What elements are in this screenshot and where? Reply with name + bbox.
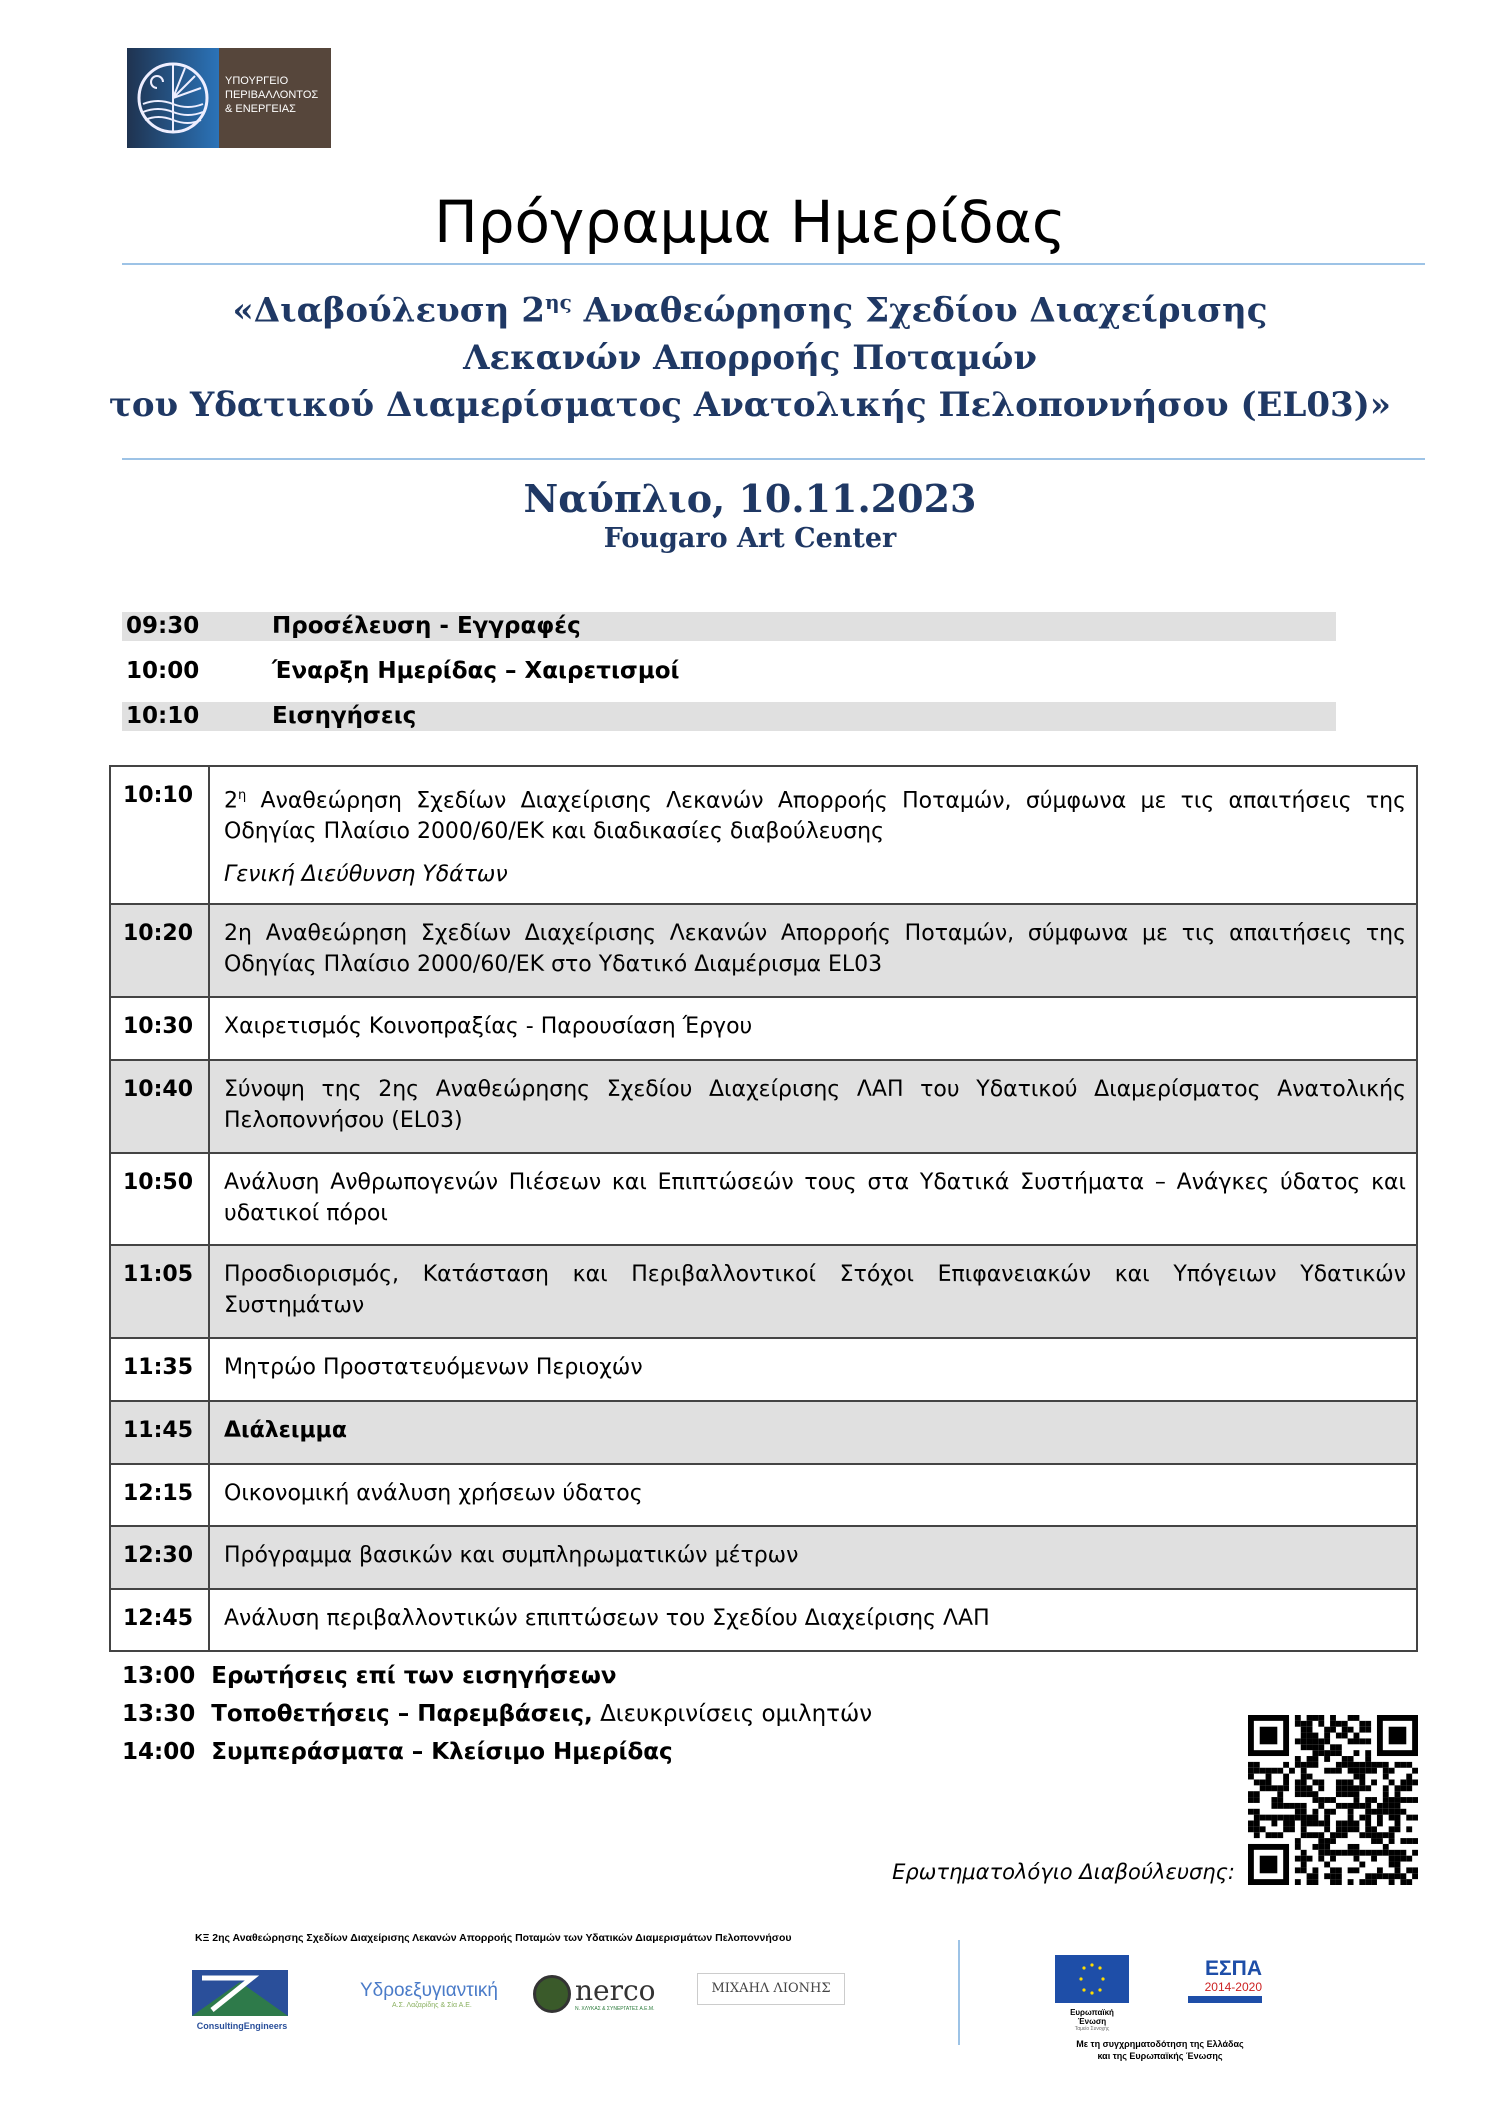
- subtitle-line-2: Λεκανών Απορροής Ποταμών: [463, 338, 1037, 378]
- page-title: Πρόγραμμα Ημερίδας: [434, 188, 1066, 256]
- speaker: Γενική Διεύθυνση Υδάτων: [224, 862, 508, 888]
- place-date: Ναύπλιο, 10.11.2023: [523, 476, 977, 521]
- ministry-emblem-icon: [127, 48, 219, 148]
- consortium-text: ΚΞ 2ης Αναθεώρησης Σχεδίων Διαχείρισης Λεκανών Απορροής Ποταμών των Υδατικών Διαμερισμάτων Πελοποννήσου: [195, 1932, 792, 1944]
- table-row: 10:30 Χαιρετισμός Κοινοπραξίας - Παρουσίαση Έργου: [111, 998, 1416, 1061]
- table-row: 11:45 Διάλειμμα: [111, 1402, 1416, 1465]
- ministry-logo: [127, 48, 331, 148]
- divider: [122, 263, 1425, 265]
- pre-item: 10:10 Εισηγήσεις: [122, 702, 1336, 731]
- post-item: 13:00 Ερωτήσεις επί των εισηγήσεων: [122, 1663, 617, 1689]
- table-row: 11:05 Προσδιορισμός, Κατάσταση και Περιβαλλοντικοί Στόχοι Επιφανειακών και Υπόγειων Υδατικών Συστημάτων: [111, 1246, 1416, 1339]
- logo-line: & ΕΝΕΡΓΕΙΑΣ: [225, 103, 296, 115]
- pre-item: 10:00 Έναρξη Ημερίδας – Χαιρετισμοί: [126, 658, 680, 684]
- table-row: 10:10 $2^\eta$ Αναθεώρηση Σχεδίων Διαχείρισης Λεκανών Απορροής Ποταμών, σύμφωνα με τις απαιτήσεις της Οδηγίας Πλαίσιο 2000/60/ΕΚ και διαδικασίες διαβούλευσης Γενική Διεύθυνση Υδάτων: [111, 767, 1416, 905]
- subtitle-line-1: «Διαβούλευση $2^{\eta\varsigma}$ Αναθεώρησης Σχεδίου Διαχείρισης: [232, 290, 1268, 331]
- tree-icon: [533, 1975, 571, 2013]
- eu-logo: Ευρωπαϊκή Ένωση Ταμείο Συνοχής: [1055, 1955, 1129, 2032]
- schedule-table: [109, 765, 1418, 1652]
- qr-code-icon[interactable]: [1248, 1715, 1418, 1885]
- divider: [958, 1940, 960, 2045]
- eu-flag-icon: [1055, 1955, 1129, 2003]
- nerco-logo: nerco Ν. ΧΛΥΚΑΣ & ΣΥΝΕΡΓΑΤΕΣ Α.Ε.Μ.: [533, 1975, 656, 2013]
- table-row: 10:40 Σύνοψη της 2ης Αναθεώρησης Σχεδίου Διαχείρισης ΛΑΠ του Υδατικού Διαμερίσματος Ανατολικής Πελοποννήσου (EL03): [111, 1061, 1416, 1154]
- table-row: 11:35 Μητρώο Προστατευόμενων Περιοχών: [111, 1339, 1416, 1402]
- cofunding-text: Με τη συγχρηματοδότηση της Ελλάδας και της Ευρωπαϊκής Ένωσης: [1076, 2039, 1244, 2061]
- espa-logo: ΕΣΠΑ 2014-2020: [1188, 1958, 1262, 2003]
- logo-line: ΠΕΡΙΒΑΛΛΟΝΤΟΣ: [225, 89, 319, 101]
- table-row: 10:50 Ανάλυση Ανθρωπογενών Πιέσεων και Επιπτώσεών τους στα Υδατικά Συστήματα – Ανάγκες ύδατος και υδατικοί πόροι: [111, 1154, 1416, 1246]
- lionis-logo: ΜΙΧΑΗΛ ΛΙΟΝΗΣ: [697, 1973, 845, 2005]
- post-item: 14:00 Συμπεράσματα – Κλείσιμο Ημερίδας: [122, 1739, 673, 1765]
- table-row: 10:20 2η Αναθεώρηση Σχεδίων Διαχείρισης Λεκανών Απορροής Ποταμών, σύμφωνα με τις απαιτήσεις της Οδηγίας Πλαίσιο 2000/60/ΕΚ στο Υδατικό Διαμέρισμα EL03: [111, 905, 1416, 998]
- post-item: 13:30 Τοποθετήσεις – Παρεμβάσεις, Διευκρινίσεις ομιλητών: [122, 1701, 873, 1727]
- subtitle-line-3: του Υδατικού Διαμερίσματος Ανατολικής Πελοποννήσου (EL03)»: [108, 385, 1392, 425]
- pre-item: 09:30 Προσέλευση - Εγγραφές: [122, 612, 1336, 641]
- table-row: 12:30 Πρόγραμμα βασικών και συμπληρωματικών μέτρων: [111, 1527, 1416, 1590]
- venue: Fougaro Art Center: [603, 523, 897, 554]
- consulting-engineers-logo: ConsultingEngineers: [192, 1970, 292, 2040]
- ydroexygiantiki-logo: Υδροεξυγιαντική Α.Σ. Λαζαρίδης & Σία Α.Ε.: [360, 1980, 498, 2009]
- qr-caption: Ερωτηματολόγιο Διαβούλευσης:: [892, 1860, 1235, 1884]
- table-row: 12:45 Ανάλυση περιβαλλοντικών επιπτώσεων του Σχεδίου Διαχείρισης ΛΑΠ: [111, 1590, 1416, 1652]
- divider: [122, 458, 1425, 460]
- table-row: 12:15 Οικονομική ανάλυση χρήσεων ύδατος: [111, 1465, 1416, 1527]
- logo-line: ΥΠΟΥΡΓΕΙΟ: [225, 75, 289, 87]
